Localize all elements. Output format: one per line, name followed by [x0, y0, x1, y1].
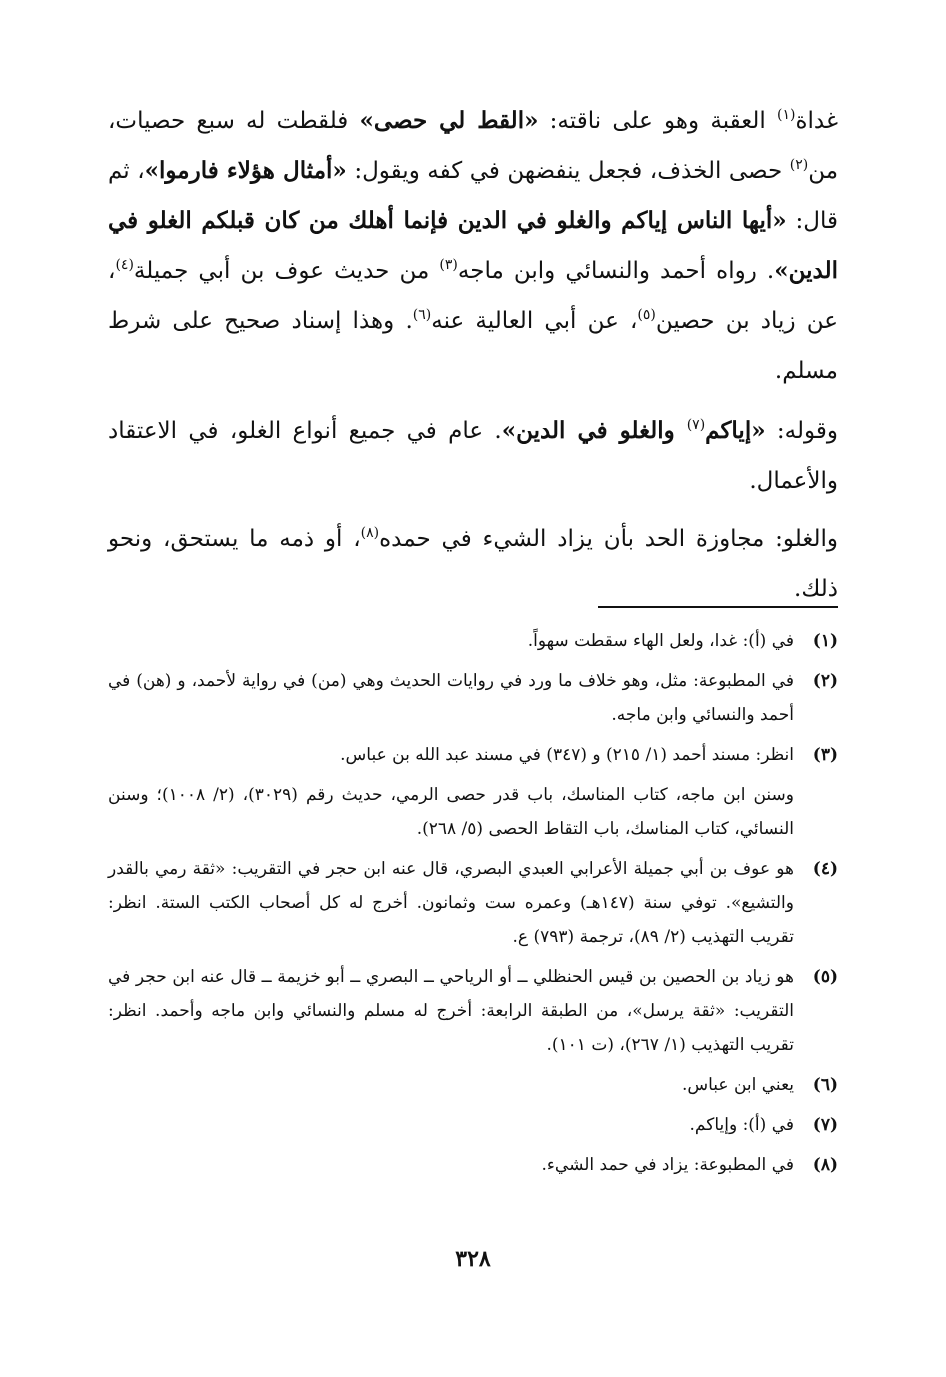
footnote-ref[interactable]: (١) — [776, 107, 796, 123]
text-run: من حديث عوف بن أبي جميلة — [133, 258, 440, 284]
text-run: العقبة وهو على ناقته: — [538, 108, 777, 134]
page-number: ٣٢٨ — [455, 1246, 491, 1272]
footnote-number: (٣) — [812, 745, 838, 765]
footnotes — [108, 624, 838, 1188]
footnote-ref[interactable]: (٤) — [115, 257, 134, 273]
text-run: ، أو ذمه ما يستحق، ونحو ذلك. — [108, 526, 838, 602]
footnote-ref[interactable]: (٨) — [360, 525, 380, 541]
quote-bold: والغلو في الدين» — [501, 417, 687, 444]
quote-bold: «إياكم — [705, 417, 766, 444]
footnote-text: وسنن ابن ماجه، كتاب المناسك، باب قدر حصى الرمي، حديث رقم (٣٠٢٩)، (٢/ ١٠٠٨)؛ وسنن النسائي، كتاب المناسك، باب التقاط الحصى (٥/ ٢٦٨). — [108, 785, 795, 839]
footnote-ref[interactable]: (٥) — [637, 307, 656, 323]
footnote-item — [108, 664, 838, 732]
footnote-text: في (أ): غدا، ولعل الهاء سقطت سهواً. — [527, 631, 794, 651]
footnote-item — [108, 852, 838, 954]
paragraph-definition — [108, 514, 838, 614]
text-run: فلقطت له سبع حصيات، من — [108, 108, 839, 184]
text-run: غداة — [795, 108, 838, 134]
quote-bold: «أيها الناس إياكم والغلو في الدين فإنما أهلك من كان قبلكم الغلو في الدين» — [108, 207, 838, 284]
footnote-ref[interactable]: (٧) — [686, 417, 706, 433]
footnote-item — [108, 1108, 838, 1142]
paragraph-hadith — [108, 96, 838, 396]
footnote-number: (٧) — [812, 1115, 838, 1135]
footnote-text: في (أ): وإياكم. — [689, 1115, 794, 1135]
footnote-item — [108, 624, 838, 658]
footnote-item — [108, 1068, 838, 1102]
footnote-text: في المطبوعة: مثل، وهو خلاف ما ورد في روايات الحديث وهي (من) في رواية لأحمد، و (هن) في أحمد والنسائي وابن ماجه. — [108, 671, 794, 725]
text-run: . عام في جميع أنواع الغلو، في الاعتقاد والأعمال. — [108, 418, 838, 494]
footnote-number: (٢) — [812, 671, 838, 691]
text-run: . رواه أحمد والنسائي وابن ماجه — [457, 258, 775, 284]
footnote-ref[interactable]: (٦) — [412, 307, 432, 323]
footnote-item — [108, 738, 838, 772]
footnote-number: (٦) — [812, 1075, 838, 1095]
footnote-divider — [598, 606, 838, 608]
footnote-item — [108, 960, 838, 1062]
quote-bold: «أمثال هؤلاء فارموا» — [144, 157, 347, 184]
footnote-number: (٤) — [812, 859, 838, 879]
footnote-number: (٨) — [812, 1155, 838, 1175]
text-run: حصى الخذف، فجعل ينفضهن في كفه ويقول: — [346, 158, 790, 184]
footnote-text: انظر: مسند أحمد (١/ ٢١٥) و (٣٤٧) في مسند عبد الله بن عباس. — [340, 745, 794, 765]
footnote-item — [108, 1148, 838, 1182]
footnote-item-continued — [108, 778, 838, 846]
quote-bold: «القط لي حصى» — [359, 107, 539, 134]
footnote-text: هو زياد بن الحصين بن قيس الحنظلي ــ أو الرياحي ــ البصري ــ أبو خزيمة ــ قال عنه ابن حجر في التقريب: «ثقة يرسل»، من الطبقة الرابعة: أخرج له مسلم والنسائي وابن ماجه وأحمد. انظر: تقريب التهذيب (١/ ٢٦٧)، (ت ١٠١). — [108, 967, 794, 1055]
text-run: . وهذا إسناد صحيح على شرط مسلم. — [108, 308, 838, 384]
paragraph-commentary — [108, 406, 838, 506]
main-text — [108, 96, 838, 622]
footnote-ref[interactable]: (٣) — [439, 257, 458, 273]
footnote-ref[interactable]: (٢) — [789, 157, 809, 173]
footnote-text: في المطبوعة: يزاد في حمد الشيء. — [541, 1155, 794, 1175]
text-run: وقوله: — [765, 418, 838, 444]
text-run: ، عن زياد بن حصين — [108, 258, 838, 334]
text-run: ، ثم قال: — [108, 158, 838, 234]
text-run: والغلو: مجاوزة الحد بأن يزاد الشيء في حمده — [379, 526, 838, 552]
footnote-number: (١) — [812, 631, 838, 651]
footnote-number: (٥) — [812, 967, 838, 987]
footnote-text: هو عوف بن أبي جميلة الأعرابي العبدي البصري، قال عنه ابن حجر في التقريب: «ثقة رمي بالقدر والتشيع». توفي سنة (١٤٧هـ) وعمره ست وثمانون. أخرج له كل أصحاب الكتب الستة. انظر: تقريب التهذيب (٢/ ٨٩)، ترجمة (٧٩٣) ع. — [108, 859, 794, 947]
text-run: ، عن أبي العالية عنه — [431, 308, 638, 334]
footnote-text: يعني ابن عباس. — [681, 1075, 794, 1095]
